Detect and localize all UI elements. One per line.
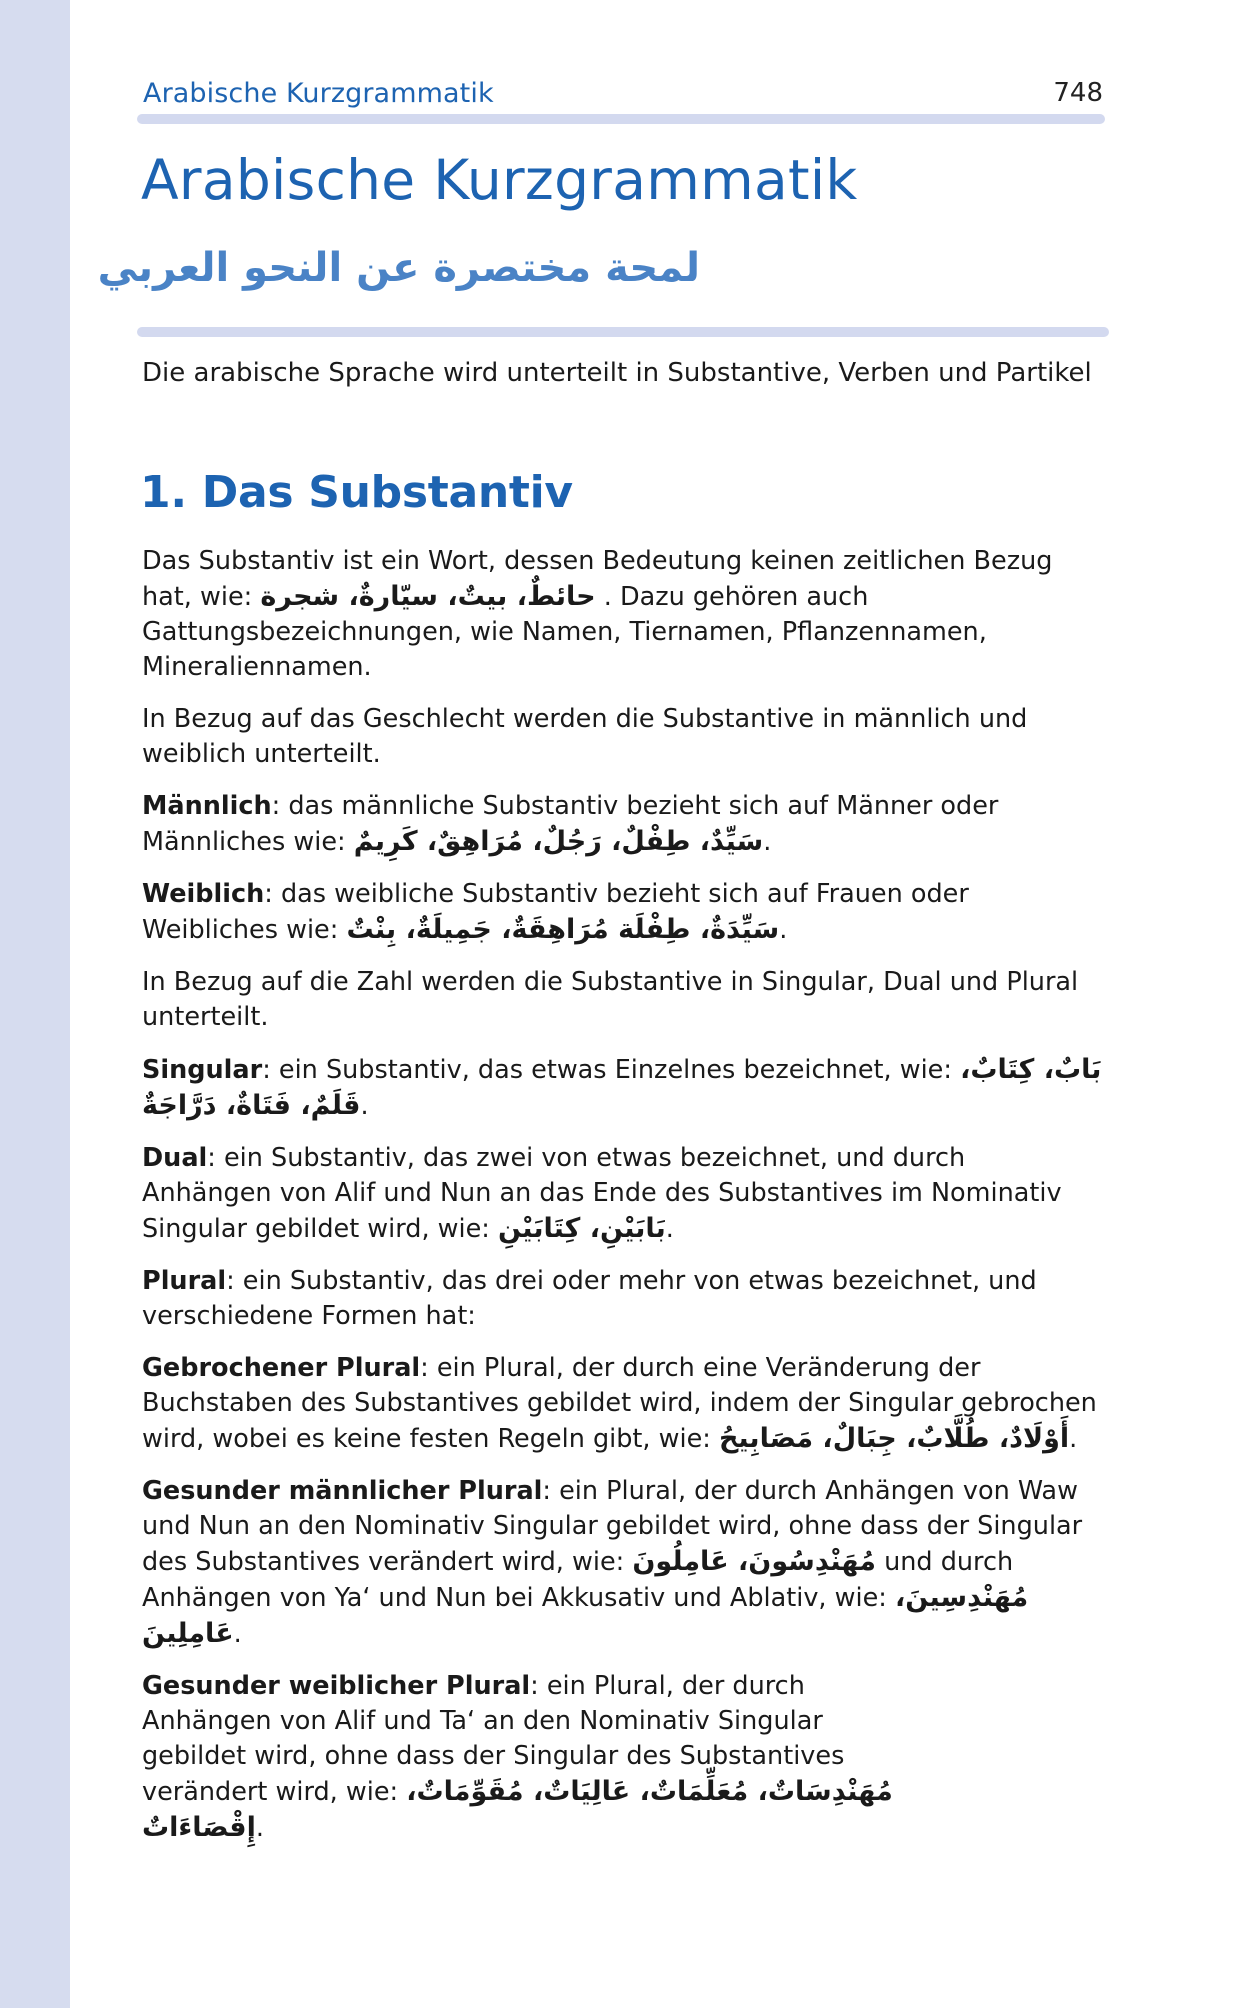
- paragraph-sound-feminine-plural: Gesunder weiblicher Plural: ein Plural, der durch Anhängen von Alif und Ta‘ an den Nominativ Singular gebildet wird, ohne dass der Singular des Substantives verändert wird, wie: مُهَنْدِسَاتٌ، مُعَلِّمَاتٌ، عَالِيَاتٌ، مُقَوِّمَاتٌ، إِقْصَاءَاتٌ.: [142, 1671, 893, 1843]
- running-header: [143, 74, 1103, 112]
- paragraph-number: In Bezug auf die Zahl werden die Substantive in Singular, Dual und Plural unterteilt.: [142, 967, 1079, 1032]
- arabic-example: سَيِّدٌ، طِفْلٌ، رَجُلٌ، مُرَاهِقٌ، كَرِيمٌ: [353, 826, 764, 857]
- paragraph-gender: In Bezug auf das Geschlecht werden die Substantive in männlich und weiblich unterteilt.: [142, 704, 1028, 769]
- page-title: Arabische Kurzgrammatik: [141, 148, 858, 212]
- paragraph-singular: Singular: ein Substantiv, das etwas Einzelnes bezeichnet, wie: بَابٌ، كِتَابٌ، قَلَمٌ، فَتَاةٌ، دَرَّاجَةٌ.: [142, 1054, 1102, 1121]
- paragraph-definition: Das Substantiv ist ein Wort, dessen Bedeutung keinen zeitlichen Bezug hat, wie: حائطٌ، بيتٌ، سيّارةٌ، شجرة . Dazu gehören auch Gattungsbezeichnungen, wie Namen, Tiernamen, Pflanzennamen, Mineraliennamen.: [142, 546, 1053, 682]
- arabic-example: بَابٌ، كِتَابٌ، قَلَمٌ، فَتَاةٌ، دَرَّاجَةٌ: [142, 1054, 1102, 1121]
- title-divider: [137, 327, 1109, 337]
- term-label: Gesunder männlicher Plural: [142, 1476, 543, 1506]
- arabic-example: مُهَنْدِسَاتٌ، مُعَلِّمَاتٌ، عَالِيَاتٌ، مُقَوِّمَاتٌ، إِقْصَاءَاتٌ: [142, 1776, 893, 1843]
- paragraph-plural: Plural: ein Substantiv, das drei oder mehr von etwas bezeichnet, und verschiedene Formen hat:: [142, 1266, 1037, 1331]
- term-label: Weiblich: [142, 879, 265, 909]
- arabic-example: مُهَنْدِسِينَ، عَامِلِينَ: [142, 1582, 1029, 1649]
- arabic-example: مُهَنْدِسُونَ، عَامِلُونَ: [632, 1546, 876, 1577]
- paragraph-masculine: Männlich: das männliche Substantiv bezieht sich auf Männer oder Männliches wie: سَيِّدٌ، طِفْلٌ، رَجُلٌ، مُرَاهِقٌ، كَرِيمٌ.: [142, 791, 999, 857]
- page-number: 748: [1053, 78, 1103, 108]
- paragraph-dual: Dual: ein Substantiv, das zwei von etwas bezeichnet, und durch Anhängen von Alif und Nun an das Ende des Substantives im Nominativ Singular gebildet wird, wie: بَابَيْنِ، كِتَابَيْنِ.: [142, 1143, 1062, 1244]
- arabic-example: حائطٌ، بيتٌ، سيّارةٌ، شجرة: [260, 581, 596, 612]
- header-divider: [137, 114, 1105, 124]
- arabic-subtitle: لمحة مختصرة عن النحو العربي: [97, 245, 700, 291]
- term-label: Singular: [142, 1055, 263, 1085]
- section-heading: 1. Das Substantiv: [140, 467, 573, 518]
- term-label: Gebrochener Plural: [142, 1353, 421, 1383]
- side-margin-band: [0, 0, 70, 2008]
- running-title: Arabische Kurzgrammatik: [143, 77, 494, 109]
- term-label: Männlich: [142, 791, 272, 821]
- arabic-example: أَوْلَادٌ، طُلَّابٌ، جِبَالٌ، مَصَابِيحُ: [718, 1423, 1070, 1454]
- arabic-example: سَيِّدَةٌ، طِفْلَة مُرَاهِقَةٌ، جَمِيلَةٌ، بِنْتٌ: [346, 914, 780, 945]
- section-body: [142, 544, 1102, 1863]
- paragraph-feminine: Weiblich: das weibliche Substantiv bezieht sich auf Frauen oder Weibliches wie: سَيِّدَةٌ، طِفْلَة مُرَاهِقَةٌ، جَمِيلَةٌ، بِنْتٌ.: [142, 879, 969, 945]
- paragraph-sound-masculine-plural: Gesunder männlicher Plural: ein Plural, der durch Anhängen von Waw und Nun an den Nominativ Singular gebildet wird, ohne dass der Singular des Substantives verändert wird, wie: مُهَنْدِسُونَ، عَامِلُونَ und durch Anhängen von Ya‘ und Nun bei Akkusativ und Ablativ, wie: مُهَنْدِسِينَ، عَامِلِينَ.: [142, 1476, 1083, 1649]
- term-label: Gesunder weiblicher Plural: [142, 1671, 531, 1701]
- intro-text: Die arabische Sprache wird unterteilt in Substantive, Verben und Partikel: [142, 358, 1092, 388]
- term-label: Dual: [142, 1143, 208, 1173]
- term-label: Plural: [142, 1266, 227, 1296]
- paragraph-broken-plural: Gebrochener Plural: ein Plural, der durch eine Veränderung der Buchstaben des Substantives gebildet wird, indem der Singular gebrochen wird, wobei es keine festen Regeln gibt, wie: أَوْلَادٌ، طُلَّابٌ، جِبَالٌ، مَصَابِيحُ.: [142, 1353, 1097, 1454]
- arabic-example: بَابَيْنِ، كِتَابَيْنِ: [498, 1213, 666, 1244]
